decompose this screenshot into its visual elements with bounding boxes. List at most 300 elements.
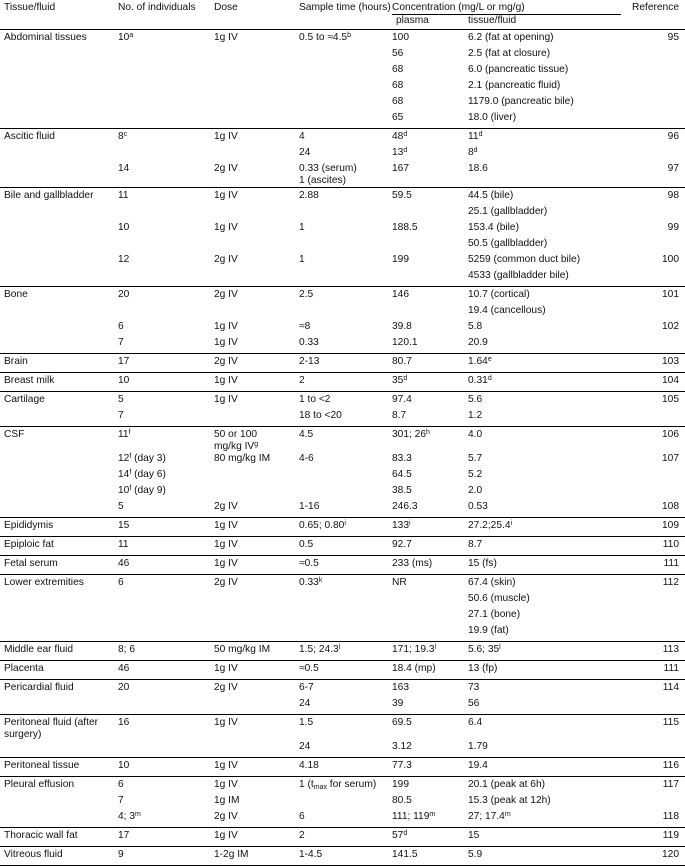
dose: 1g IV: [214, 190, 238, 201]
tissue-conc: 0.53: [468, 501, 488, 512]
tissue-conc: 27.1 (bone): [468, 609, 521, 620]
table-row: [0, 661, 685, 680]
tissue-name: Epididymis: [4, 520, 54, 531]
cell-plasma-conc: [392, 188, 468, 207]
table-row: [0, 337, 685, 354]
cell-dose: [214, 354, 299, 373]
cell-reference: [621, 575, 685, 594]
cell-plasma-conc: [392, 556, 468, 575]
reference: 113: [662, 644, 679, 655]
tissue-conc: 56: [468, 698, 480, 709]
cell-reference: [621, 270, 685, 287]
cell-tissue-conc: [468, 469, 621, 485]
cell-sample-time: [299, 64, 392, 80]
plasma-conc: 146: [392, 289, 409, 300]
dose: 2g IV: [214, 577, 238, 588]
plasma-conc: 92.7: [392, 539, 412, 550]
dose: 1g IV: [214, 131, 238, 142]
table-row: [0, 163, 685, 188]
header-concentration: Concentration (mg/L or mg/g): [392, 0, 621, 15]
individuals: 6: [118, 577, 124, 588]
cell-dose: [214, 847, 299, 866]
plasma-conc: 141.5: [392, 849, 418, 860]
cell-dose: [214, 828, 299, 847]
cell-reference: [621, 609, 685, 625]
dose: 1g IV: [214, 520, 238, 531]
sample-time: 0.5 to ≈4.5: [299, 32, 348, 43]
tissue-conc: 6.2 (fat at opening): [468, 32, 554, 43]
cell-tissue-conc: [468, 642, 621, 661]
cell-reference: [621, 206, 685, 222]
reference: 117: [662, 779, 679, 790]
cell-plasma-conc: [392, 593, 468, 609]
cell-plasma-conc: [392, 777, 468, 796]
cell-plasma-conc: [392, 112, 468, 129]
cell-plasma-conc: [392, 847, 468, 866]
cell-tissue-conc: [468, 777, 621, 796]
table-row: [0, 556, 685, 575]
cell-reference: [621, 427, 685, 454]
individuals-footnote: f: [129, 453, 132, 460]
sample-time-footnote: l: [338, 644, 341, 651]
tissue-name: Placenta: [4, 663, 44, 674]
cell-individuals: [118, 625, 214, 642]
individuals: 10: [118, 375, 130, 386]
tissue-conc: 5.7: [468, 453, 483, 464]
cell-reference: [621, 661, 685, 680]
tissue-conc: 13 (fp): [468, 663, 498, 674]
header-sample-time: Sample time (hours): [299, 0, 392, 30]
tissue-conc: 27; 17.4: [468, 811, 505, 822]
cell-sample-time: [299, 163, 392, 188]
cell-sample-time: [299, 661, 392, 680]
table-row: [0, 642, 685, 661]
cell-tissue: [0, 642, 118, 661]
cell-reference: [621, 337, 685, 354]
cell-plasma-conc: [392, 609, 468, 625]
header-individuals: No. of individuals: [118, 0, 214, 30]
plasma-conc: 77.3: [392, 760, 412, 771]
sample-time-subscript: max: [313, 784, 327, 791]
individuals: 11: [118, 190, 129, 201]
cell-tissue: [0, 795, 118, 811]
cell-tissue-conc: [468, 625, 621, 642]
table-row: [0, 48, 685, 64]
cell-individuals: [118, 828, 214, 847]
cell-sample-time: [299, 847, 392, 866]
cell-plasma-conc: [392, 485, 468, 501]
cell-individuals: [118, 715, 214, 742]
table-row: [0, 287, 685, 306]
cell-sample-time: [299, 625, 392, 642]
dose: 1g IV: [214, 539, 238, 550]
cell-sample-time: [299, 373, 392, 392]
header-tissue-fluid: tissue/fluid: [468, 15, 621, 30]
header-reference: Reference: [621, 0, 685, 30]
individuals: 8; 6: [118, 644, 135, 655]
tissue-conc: 15.3 (peak at 12h): [468, 795, 551, 806]
cell-sample-time: [299, 715, 392, 742]
sample-time: ≈0.5: [299, 663, 319, 674]
cell-sample-time: [299, 254, 392, 270]
cell-plasma-conc: [392, 427, 468, 454]
table-row: [0, 427, 685, 454]
cell-tissue: [0, 238, 118, 254]
cell-tissue: [0, 625, 118, 642]
table-body: [0, 30, 685, 866]
cell-reference: [621, 112, 685, 129]
cell-plasma-conc: [392, 715, 468, 742]
cell-individuals: [118, 147, 214, 163]
plasma-conc: 68: [392, 80, 404, 91]
cell-reference: [621, 392, 685, 411]
cell-sample-time: [299, 188, 392, 207]
individuals: 7: [118, 795, 124, 806]
cell-dose: [214, 453, 299, 469]
cell-tissue-conc: [468, 48, 621, 64]
cell-tissue: [0, 758, 118, 777]
individuals: 15: [118, 520, 130, 531]
cell-sample-time: [299, 518, 392, 537]
plasma-conc-footnote: m: [429, 811, 436, 818]
cell-individuals: [118, 30, 214, 49]
individuals: 46: [118, 663, 130, 674]
cell-tissue-conc: [468, 537, 621, 556]
tissue-name: Thoracic wall fat: [4, 830, 78, 841]
table-row: [0, 537, 685, 556]
cell-dose: [214, 575, 299, 594]
tissue-conc: 50.6 (muscle): [468, 593, 530, 604]
cell-dose: [214, 64, 299, 80]
tissue-conc: 2.1 (pancreatic fluid): [468, 80, 561, 91]
cell-sample-time: [299, 469, 392, 485]
plasma-conc: 65: [392, 112, 404, 123]
cell-sample-time: [299, 758, 392, 777]
tissue-name: Vitreous fluid: [4, 849, 63, 860]
cell-dose: [214, 129, 299, 148]
cell-tissue: [0, 609, 118, 625]
tissue-conc: 15: [468, 830, 480, 841]
reference: 102: [662, 321, 679, 332]
tissue-name: Cartilage: [4, 394, 45, 405]
plasma-conc-footnote: d: [403, 147, 408, 154]
dose: 1g IV: [214, 222, 238, 233]
individuals: 14: [118, 469, 130, 480]
cell-tissue-conc: [468, 811, 621, 828]
cell-dose: [214, 321, 299, 337]
cell-tissue-conc: [468, 354, 621, 373]
sample-time: 1-16: [299, 501, 320, 512]
plasma-conc: 233 (ms): [392, 558, 433, 569]
cell-reference: [621, 64, 685, 80]
sample-time: 6-7: [299, 682, 314, 693]
cell-tissue-conc: [468, 287, 621, 306]
cell-tissue: [0, 254, 118, 270]
individuals-footnote: f: [129, 485, 132, 492]
cell-dose: [214, 741, 299, 758]
cell-plasma-conc: [392, 373, 468, 392]
reference: 101: [662, 289, 679, 300]
sample-time: 2.5: [299, 289, 314, 300]
table-row: [0, 321, 685, 337]
cell-individuals: [118, 305, 214, 321]
cell-tissue: [0, 48, 118, 64]
cell-tissue: [0, 575, 118, 594]
cell-dose: [214, 48, 299, 64]
tissue-conc: 6.4: [468, 717, 483, 728]
plasma-conc: 57: [392, 830, 404, 841]
cell-tissue: [0, 337, 118, 354]
cell-individuals: [118, 254, 214, 270]
cell-sample-time: [299, 811, 392, 828]
tissue-conc: 20.9: [468, 337, 488, 348]
plasma-conc: 39: [392, 698, 404, 709]
cell-individuals: [118, 112, 214, 129]
cell-reference: [621, 680, 685, 699]
cell-plasma-conc: [392, 537, 468, 556]
table-row: [0, 575, 685, 594]
plasma-conc-footnote: d: [403, 375, 408, 382]
reference: 114: [662, 682, 679, 693]
sample-time-footnote: k: [318, 577, 323, 584]
cell-tissue-conc: [468, 609, 621, 625]
sample-time: 0.5: [299, 539, 314, 550]
sample-time: 4-6: [299, 453, 314, 464]
cell-sample-time: [299, 96, 392, 112]
tissue-name: Abdominal tissues: [4, 32, 87, 43]
sample-time: ≈0.5: [299, 558, 319, 569]
tissue-conc-footnote: d: [473, 147, 478, 154]
tissue-conc: 25.1 (gallbladder): [468, 206, 548, 217]
tissue-conc: 5259 (common duct bile): [468, 254, 581, 265]
tissue-conc: 27.2;25.4: [468, 520, 511, 531]
tissue-conc: 153.4 (bile): [468, 222, 519, 233]
individuals: 10: [118, 485, 130, 496]
sample-time: 0.33: [299, 337, 319, 348]
plasma-conc-footnote: i: [409, 520, 411, 527]
reference: 110: [662, 539, 679, 550]
tissue-conc-footnote: i: [510, 520, 513, 527]
cell-plasma-conc: [392, 453, 468, 469]
tissue-conc: 4.0: [468, 429, 483, 440]
plasma-conc-footnote: d: [403, 830, 408, 837]
tissue-conc: 5.9: [468, 849, 483, 860]
plasma-conc: 3.12: [392, 741, 412, 752]
dose: 2g IV: [214, 254, 238, 265]
individuals: 9: [118, 849, 124, 860]
sample-time: 1-4.5: [299, 849, 323, 860]
cell-tissue-conc: [468, 556, 621, 575]
tissue-conc: 5.8: [468, 321, 483, 332]
cell-individuals: [118, 238, 214, 254]
cell-tissue: [0, 222, 118, 238]
cell-individuals: [118, 795, 214, 811]
dose: 1g IV: [214, 717, 238, 728]
cell-dose: [214, 254, 299, 270]
cell-reference: [621, 129, 685, 148]
cell-reference: [621, 501, 685, 518]
cell-plasma-conc: [392, 270, 468, 287]
reference: 99: [667, 222, 679, 233]
table-row: [0, 680, 685, 699]
table-row: [0, 715, 685, 742]
cell-individuals: [118, 469, 214, 485]
plasma-conc: 38.5: [392, 485, 412, 496]
dose: 1g IV: [214, 394, 238, 405]
table-row: [0, 469, 685, 485]
dose: 1g IV: [214, 830, 238, 841]
dose: 1g IV: [214, 760, 238, 771]
cell-plasma-conc: [392, 392, 468, 411]
individuals-footnote: m: [135, 811, 141, 818]
cell-tissue: [0, 163, 118, 188]
reference: 118: [662, 811, 679, 822]
individuals: 12: [118, 453, 130, 464]
cell-dose: [214, 373, 299, 392]
individuals: 11: [118, 429, 129, 440]
cell-reference: [621, 305, 685, 321]
cell-individuals: [118, 680, 214, 699]
cell-tissue-conc: [468, 222, 621, 238]
cell-tissue: [0, 680, 118, 699]
plasma-conc-footnote: l: [434, 644, 437, 651]
cell-tissue: [0, 828, 118, 847]
plasma-conc: 18.4 (mp): [392, 663, 436, 674]
cell-individuals: [118, 337, 214, 354]
cell-sample-time: [299, 238, 392, 254]
cell-sample-time: [299, 556, 392, 575]
table-row: [0, 609, 685, 625]
individuals-footnote: f: [129, 469, 132, 476]
header-tissue: Tissue/fluid: [0, 0, 118, 30]
cell-plasma-conc: [392, 518, 468, 537]
cell-reference: [621, 625, 685, 642]
cell-individuals: [118, 48, 214, 64]
plasma-conc: 100: [392, 32, 409, 43]
cell-individuals: [118, 593, 214, 609]
cell-tissue: [0, 321, 118, 337]
cell-tissue: [0, 427, 118, 454]
cell-plasma-conc: [392, 795, 468, 811]
cell-sample-time: [299, 80, 392, 96]
individuals: 8: [118, 131, 124, 142]
cell-individuals: [118, 206, 214, 222]
cell-tissue-conc: [468, 518, 621, 537]
dose: 2g IV: [214, 501, 238, 512]
reference: 98: [667, 190, 679, 201]
reference: 111: [663, 558, 679, 569]
tissue-conc: 2.5 (fat at closure): [468, 48, 551, 59]
individuals: 10: [118, 222, 130, 233]
cell-plasma-conc: [392, 354, 468, 373]
cell-tissue-conc: [468, 373, 621, 392]
tissue-name: Pericardial fluid: [4, 682, 74, 693]
cell-plasma-conc: [392, 254, 468, 270]
sample-time: 0.33: [299, 577, 319, 588]
cell-reference: [621, 828, 685, 847]
cell-tissue-conc: [468, 64, 621, 80]
cell-reference: [621, 698, 685, 715]
cell-reference: [621, 453, 685, 469]
cell-reference: [621, 593, 685, 609]
cell-tissue: [0, 469, 118, 485]
cell-tissue: [0, 373, 118, 392]
cell-individuals: [118, 96, 214, 112]
cell-dose: [214, 238, 299, 254]
sample-time: 4.18: [299, 760, 319, 771]
cell-tissue-conc: [468, 410, 621, 427]
cell-reference: [621, 163, 685, 188]
sample-time: 1.5: [299, 717, 314, 728]
individuals: 14: [118, 163, 130, 174]
cell-dose: [214, 811, 299, 828]
cell-plasma-conc: [392, 30, 468, 49]
cell-sample-time: [299, 501, 392, 518]
cell-tissue-conc: [468, 188, 621, 207]
cell-individuals: [118, 64, 214, 80]
tissue-conc: 18.6: [468, 163, 488, 174]
tissue-conc: 19.9 (fat): [468, 625, 509, 636]
cell-plasma-conc: [392, 469, 468, 485]
cell-reference: [621, 469, 685, 485]
cell-dose: [214, 501, 299, 518]
cell-sample-time: [299, 305, 392, 321]
tissue-conc: 5.2: [468, 469, 483, 480]
tissue-conc: 20.1 (peak at 6h): [468, 779, 546, 790]
cell-tissue: [0, 847, 118, 866]
plasma-conc: 56: [392, 48, 404, 59]
sample-time: ≈8: [299, 321, 311, 332]
table-row: [0, 206, 685, 222]
cell-dose: [214, 80, 299, 96]
table-row: [0, 625, 685, 642]
cell-individuals: [118, 485, 214, 501]
cell-tissue: [0, 206, 118, 222]
tissue-conc: 19.4 (cancellous): [468, 305, 546, 316]
individuals: 46: [118, 558, 130, 569]
individuals: 7: [118, 337, 124, 348]
reference: 112: [662, 577, 679, 588]
individuals-suffix: (day 9): [131, 485, 166, 496]
sample-time: 4.5: [299, 429, 314, 440]
cell-tissue: [0, 147, 118, 163]
cell-tissue-conc: [468, 715, 621, 742]
dose: 1g IV: [214, 337, 238, 348]
cell-tissue: [0, 270, 118, 287]
tissue-name: Pleural effusion: [4, 779, 75, 790]
cell-dose: [214, 469, 299, 485]
cell-dose: [214, 661, 299, 680]
sample-time: 24: [299, 147, 311, 158]
cell-plasma-conc: [392, 96, 468, 112]
sample-time: 2.88: [299, 190, 319, 201]
cell-plasma-conc: [392, 222, 468, 238]
cell-individuals: [118, 609, 214, 625]
individuals: 5: [118, 394, 124, 405]
cell-tissue: [0, 698, 118, 715]
cell-tissue-conc: [468, 80, 621, 96]
sample-time: 1 (ascites): [299, 175, 346, 186]
sample-time: 2-13: [299, 356, 320, 367]
sample-time: 0.65; 0.80: [299, 520, 345, 531]
cell-sample-time: [299, 795, 392, 811]
cell-sample-time: [299, 680, 392, 699]
cell-plasma-conc: [392, 698, 468, 715]
cell-sample-time: [299, 698, 392, 715]
cell-individuals: [118, 642, 214, 661]
cell-tissue-conc: [468, 96, 621, 112]
tissue-conc: 50.5 (gallbladder): [468, 238, 548, 249]
